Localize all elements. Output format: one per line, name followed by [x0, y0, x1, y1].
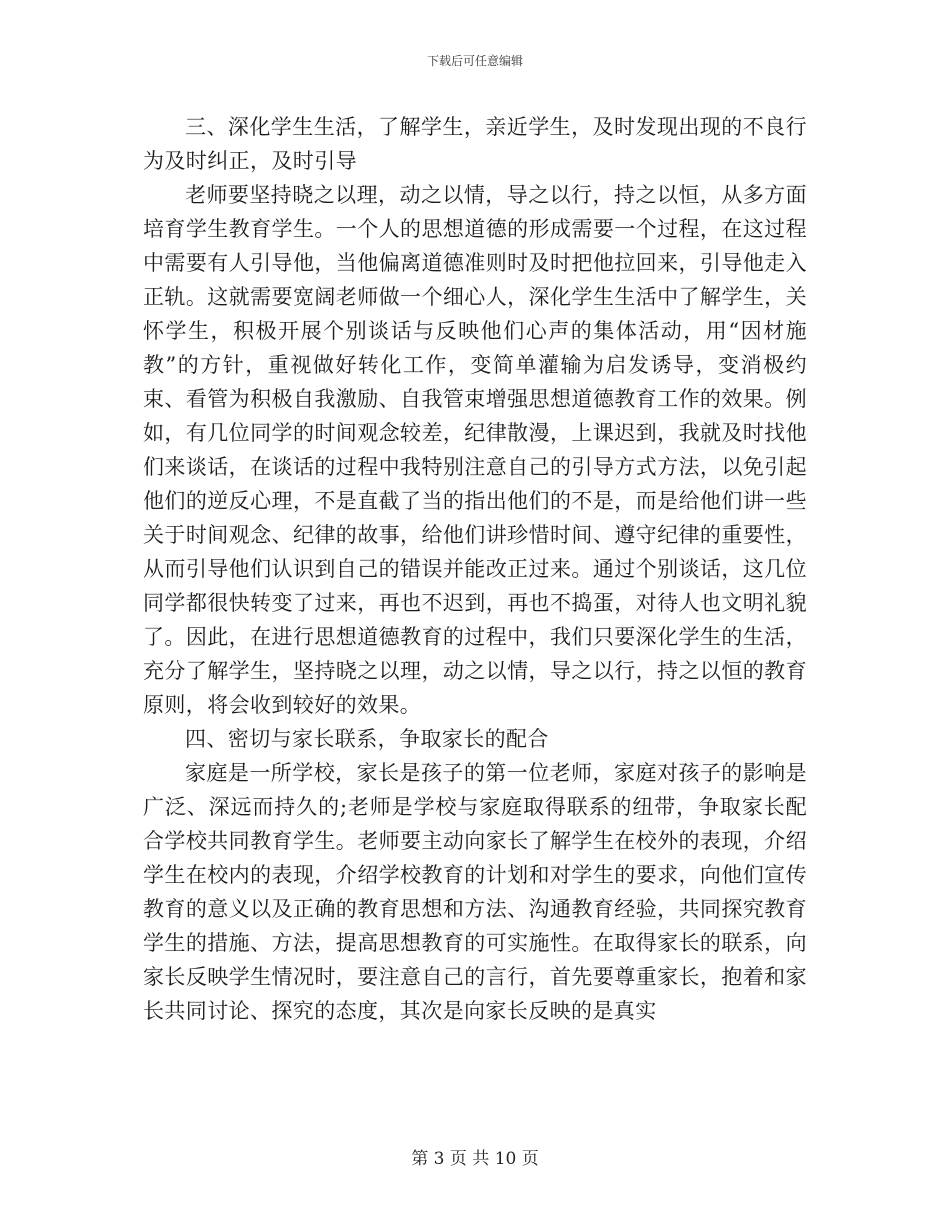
body-paragraph: 家庭是一所学校，家长是孩子的第一位老师，家庭对孩子的影响是广泛、深远而持久的;老师是学校与家庭取得联系的纽带，争取家长配合学校共同教育学生。老师要主动向家长了解学生在校外的表现，介绍学生在校内的表现，介绍学校教育的计划和对学生的要求，向他们宣传教育的意义以及正确的教育思想和方法、沟通教育经验，共同探究教育学生的措施、方法，提高思想教育的可实施性。在取得家长的联系，向家长反映学生情况时，要注意自己的言行，首先要尊重家长，抱着和家长共同讨论、探究的态度，其次是向家长反映的是真实 — [143, 761, 807, 1023]
document-body — [143, 110, 807, 1028]
page-header: 下载后可任意编辑 — [426, 54, 523, 68]
page-number-footer: 第 3 页 共 10 页 — [411, 1149, 539, 1169]
section-heading-3: 三、深化学生生活，了解学生，亲近学生，及时发现出现的不良行为及时纠正，及时引导 — [143, 115, 807, 173]
body-paragraph: 老师要坚持晓之以理，动之以情，导之以行，持之以恒，从多方面培育学生教育学生。一个人的思想道德的形成需要一个过程，在这过程中需要有人引导他，当他偏离道德准则时及时把他拉回来，引导他走入正轨。这就需要宽阔老师做一个细心人，深化学生生活中了解学生，关怀学生，积极开展个别谈话与反映他们心声的集体活动，用“因材施教”的方针，重视做好转化工作，变简单灌输为启发诱导，变消极约束、看管为积极自我激励、自我管束增强思想道德教育工作的效果。例如，有几位同学的时间观念较差，纪律散漫，上课迟到，我就及时找他们来谈话，在谈话的过程中我特别注意自己的引导方式方法，以免引起他们的逆反心理，不是直截了当的指出他们的不是，而是给他们讲一些关于时间观念、纪律的故事，给他们讲珍惜时间、遵守纪律的重要性，从而引导他们认识到自己的错误并能改正过来。通过个别谈话，这几位同学都很快转变了过来，再也不迟到，再也不捣蛋，对待人也文明礼貌了。因此，在进行思想道德教育的过程中，我们只要深化学生的生活，充分了解学生，坚持晓之以理，动之以情，导之以行，持之以恒的教育原则，将会收到较好的效果。 — [143, 183, 807, 717]
section-heading-4: 四、密切与家长联系，争取家长的配合 — [185, 727, 549, 751]
